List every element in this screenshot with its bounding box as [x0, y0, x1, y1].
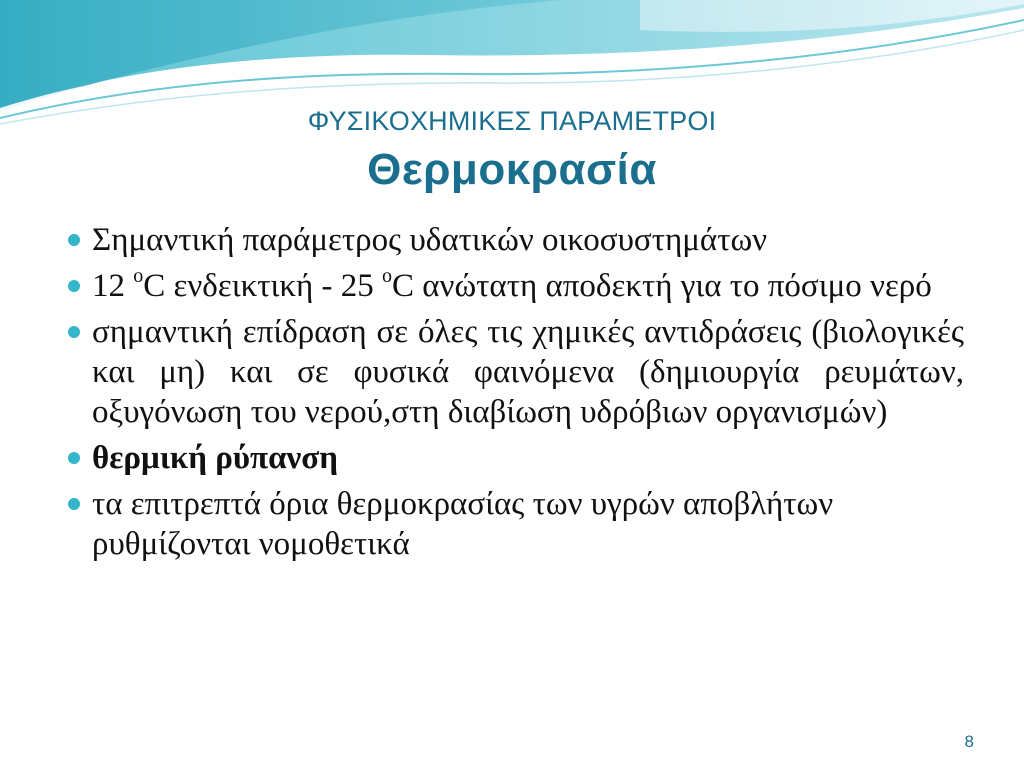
bullet-item [64, 484, 964, 564]
bullet-item [64, 438, 964, 478]
bullet-dot-icon [68, 234, 80, 246]
bullet-list [64, 220, 964, 570]
bullet-item [64, 266, 964, 306]
degree-superscript: o [133, 265, 144, 287]
bullet-text: θερμική ρύπανση [92, 440, 338, 476]
bullet-text: Σημαντική παράμετρος υδατικών οικοσυστημάτων [92, 222, 768, 258]
bullet-text-part: C ανώτατη αποδεκτή για το πόσιμο νερό [391, 268, 932, 304]
bullet-dot-icon [68, 280, 80, 292]
bullet-dot-icon [68, 326, 80, 338]
slide-subtitle: Θερμοκρασία [367, 145, 657, 194]
bullet-text: τα επιτρεπτά όρια θερμοκρασίας των υγρών αποβλήτων ρυθμίζονται νομοθετικά [92, 486, 834, 562]
bullet-text-part: 12 [92, 268, 134, 304]
bullet-dot-icon [68, 452, 80, 464]
bullet-text-part: C ενδεικτική - 25 [143, 268, 382, 304]
page-number: 8 [964, 732, 974, 751]
bullet-dot-icon [68, 498, 80, 510]
title-block [0, 98, 1024, 196]
bullet-item [64, 220, 964, 260]
degree-superscript: o [381, 265, 392, 287]
bullet-text: σημαντική επίδραση σε όλες τις χημικές αντιδράσεις (βιολογικές και μη) και σε φυσικά φαινόμενα (δημιουργία ρευμάτων, οξυγόνωση του νερού,στη διαβίωση υδρόβιων οργανισμών) [92, 314, 964, 430]
bullet-item [64, 312, 964, 432]
slide-title: ΦΥΣΙΚΟΧΗΜΙΚΕΣ ΠΑΡΑΜΕΤΡΟΙ [307, 106, 717, 136]
